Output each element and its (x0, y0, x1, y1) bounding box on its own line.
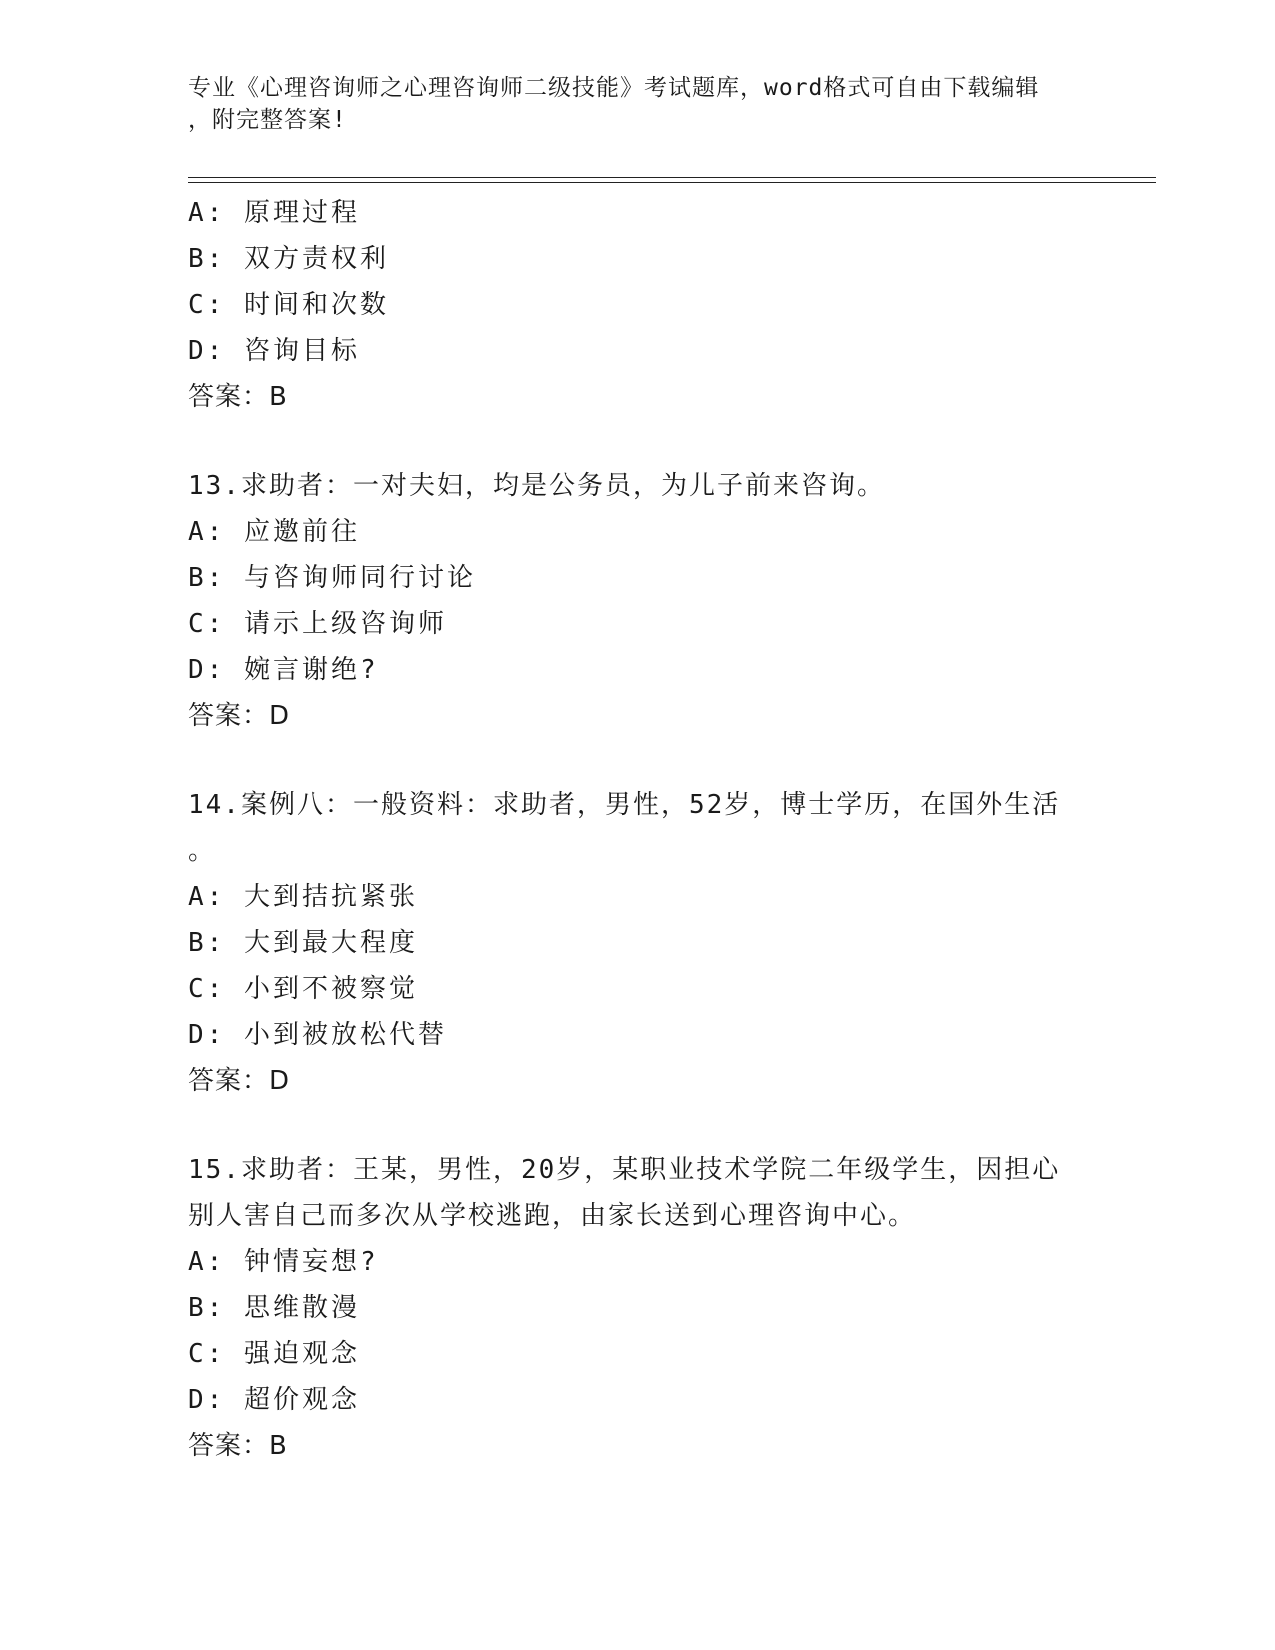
question-text-line-2: 别人害自己而多次从学校逃跑，由家长送到心理咨询中心。 (188, 1201, 917, 1231)
header-line-1: 专业《心理咨询师之心理咨询师二级技能》考试题库，word格式可自由下载编辑 (188, 75, 1040, 101)
option-b: B: 双方责权利 (188, 244, 389, 274)
question-14 (188, 782, 1108, 1104)
option-a: A: 应邀前往 (188, 517, 360, 547)
option-a: A: 原理过程 (188, 198, 360, 228)
option-b: B: 与咨询师同行讨论 (188, 563, 476, 593)
option-b: B: 思维散漫 (188, 1293, 360, 1323)
option-d: D: 婉言谢绝? (188, 655, 379, 685)
header-line-2: ，附完整答案! (188, 107, 347, 133)
answer: 答案：D (188, 1066, 291, 1096)
option-d: D: 小到被放松代替 (188, 1020, 447, 1050)
answer: 答案：B (188, 1431, 288, 1461)
option-c: C: 强迫观念 (188, 1339, 360, 1369)
question-text-line-2: 。 (188, 836, 217, 866)
question-text-line-1: 14.案例八：一般资料：求助者，男性，52岁，博士学历，在国外生活 (188, 790, 1061, 820)
option-c: C: 请示上级咨询师 (188, 609, 447, 639)
option-c: C: 时间和次数 (188, 290, 389, 320)
question-15 (188, 1147, 1108, 1469)
question-text: 13.求助者：一对夫妇，均是公务员，为儿子前来咨询。 (188, 471, 885, 501)
option-b: B: 大到最大程度 (188, 928, 418, 958)
document-header (188, 72, 1088, 136)
question-text-line-1: 15.求助者：王某，男性，20岁，某职业技术学院二年级学生，因担心 (188, 1155, 1061, 1185)
question-12 (188, 190, 1108, 420)
question-list (188, 190, 1108, 1469)
header-divider-bottom (188, 182, 1156, 183)
header-divider-top (188, 177, 1156, 178)
option-d: D: 超价观念 (188, 1385, 360, 1415)
answer: 答案：B (188, 382, 288, 412)
question-13 (188, 463, 1108, 739)
option-d: D: 咨询目标 (188, 336, 360, 366)
option-a: A: 大到拮抗紧张 (188, 882, 418, 912)
option-c: C: 小到不被察觉 (188, 974, 418, 1004)
answer: 答案：D (188, 701, 291, 731)
option-a: A: 钟情妄想? (188, 1247, 379, 1277)
